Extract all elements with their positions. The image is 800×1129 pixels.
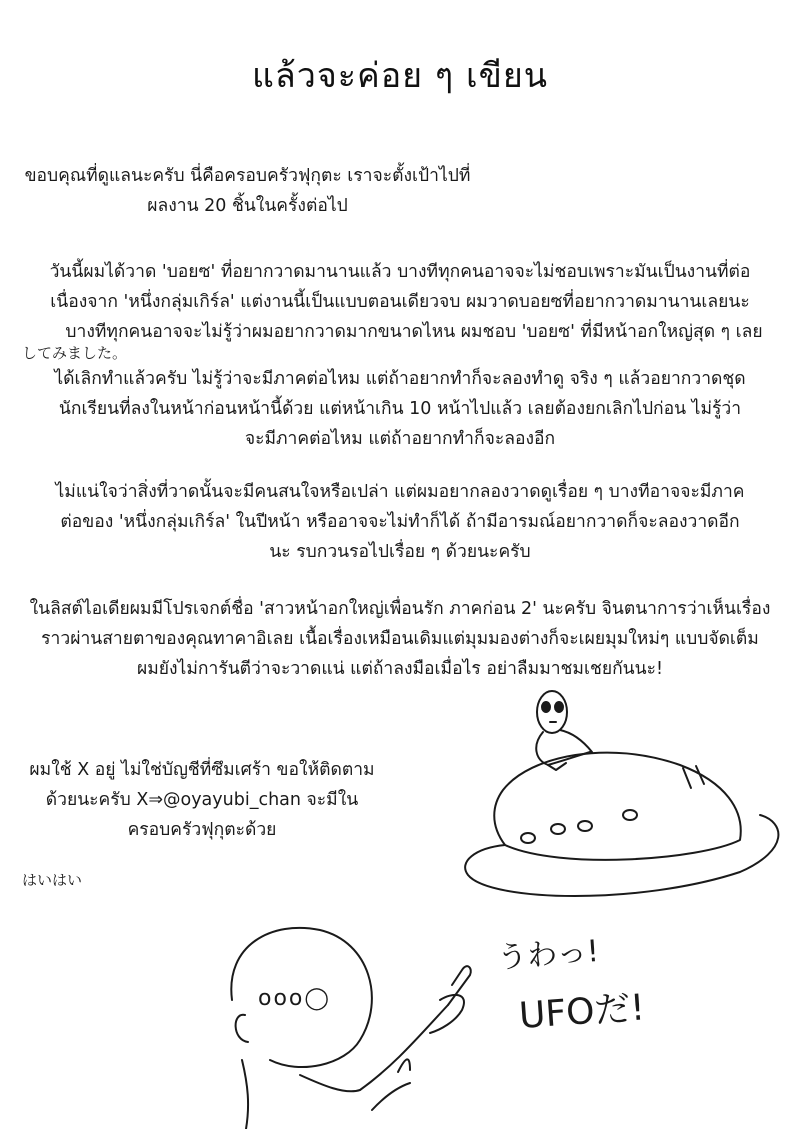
thanks-line-2: ผลงาน 20 ชิ้นในครั้งต่อไป [147, 196, 348, 216]
idea-list-line-1: ในลิสต์ไอเดียผมมีโปรเจกต์ชื่อ 'สาวหน้าอกใหญ่เพื่อนรัก ภาคก่อน 2' นะครับ จินตนาการว่าเห็นเรื่อง [29, 599, 771, 619]
hai-hai-note: はいはい [22, 871, 83, 889]
today-line-2: เนื่องจาก 'หนึ่งกลุ่มเกิร์ล' แต่งานนี้เป็นแบบตอนเดียวจบ ผมวาดบอยซที่อยากวาดมานานเลยนะ [50, 292, 750, 312]
unsure-line-1: ไม่แน่ใจว่าสิ่งที่วาดนั้นจะมีคนสนใจหรือเปล่า แต่ผมอยากลองวาดดูเรื่อย ๆ บางทีอาจจะมีภาค [55, 482, 745, 502]
today-line-3: บางทีทุกคนอาจจะไม่รู้ว่าผมอยากวาดมากขนาดไหน ผมชอบ 'บอยซ' ที่มีหน้าอกใหญ่สุด ๆ เลย [65, 322, 763, 342]
ending-line-2: นักเรียนที่ลงในหน้าก่อนหน้านี้ด้วย แต่หน้าเกิน 10 หน้าไปแล้ว เลยต้องยกเลิกไปก่อน ไม่รู้ว่า [58, 399, 742, 419]
unsure-line-2: ต่อของ 'หนึ่งกลุ่มเกิร์ล' ในปีหน้า หรืออาจจะไม่ทำก็ได้ ถ้ามีอารมณ์อยากวาดก็จะลองวาดอีก [60, 512, 740, 532]
person-icon [231, 928, 470, 1129]
today-line-1: วันนี้ผมได้วาด 'บอยซ' ที่อยากวาดมานานแล้ว บางทีทุกคนอาจจะไม่ชอบเพราะมันเป็นงานที่ต่อ [49, 262, 751, 282]
x-account-line-2: ด้วยนะครับ X⇒@oyayubi_chan จะมีใน [45, 790, 359, 810]
ending-line-1: ได้เลิกทำแล้วครับ ไม่รู้ว่าจะมีภาคต่อไหม แต่ถ้าอยากทำก็จะลองทำดู จริง ๆ แล้วอยากวาดชุด [54, 369, 746, 389]
idea-list-line-3: ผมยังไม่การันตีว่าจะวาดแน่ แต่ถ้าลงมือเมื่อไร อย่าลืมมาชมเชยกันนะ! [136, 659, 664, 679]
speech-bubble-text: ooo◯ [258, 986, 332, 1011]
ufo-icon [465, 753, 778, 896]
alien-icon [536, 691, 592, 770]
japanese-note: してみました。 [22, 344, 128, 362]
thanks-line-1: ขอบคุณที่ดูแลนะครับ นี่คือครอบครัวฟุกุตะ เราจะตั้งเป้าไปที่ [24, 166, 471, 186]
unsure-line-3: นะ รบกวนรอไปเรื่อย ๆ ด้วยนะครับ [269, 542, 531, 562]
exclaim-line-1: うわっ! [496, 933, 601, 976]
exclaim-line-2: UFOだ! [517, 987, 647, 1037]
page-title: แล้วจะค่อย ๆ เขียน [251, 56, 548, 96]
idea-list-line-2: ราวผ่านสายตาของคุณทาคาอิเลย เนื้อเรื่องเหมือนเดิมแต่มุมมองต่างก็จะเผยมุมใหม่ๆ แบบจัดเต็ม [41, 629, 759, 649]
ending-line-3: จะมีภาคต่อไหม แต่ถ้าอยากทำก็จะลองอีก [244, 429, 556, 449]
x-account-line-3: ครอบครัวฟุกุตะด้วย [127, 820, 277, 840]
x-account-line-1: ผมใช้ X อยู่ ไม่ใช่บัญชีที่ซึมเศร้า ขอให้ติดตาม [29, 760, 375, 780]
